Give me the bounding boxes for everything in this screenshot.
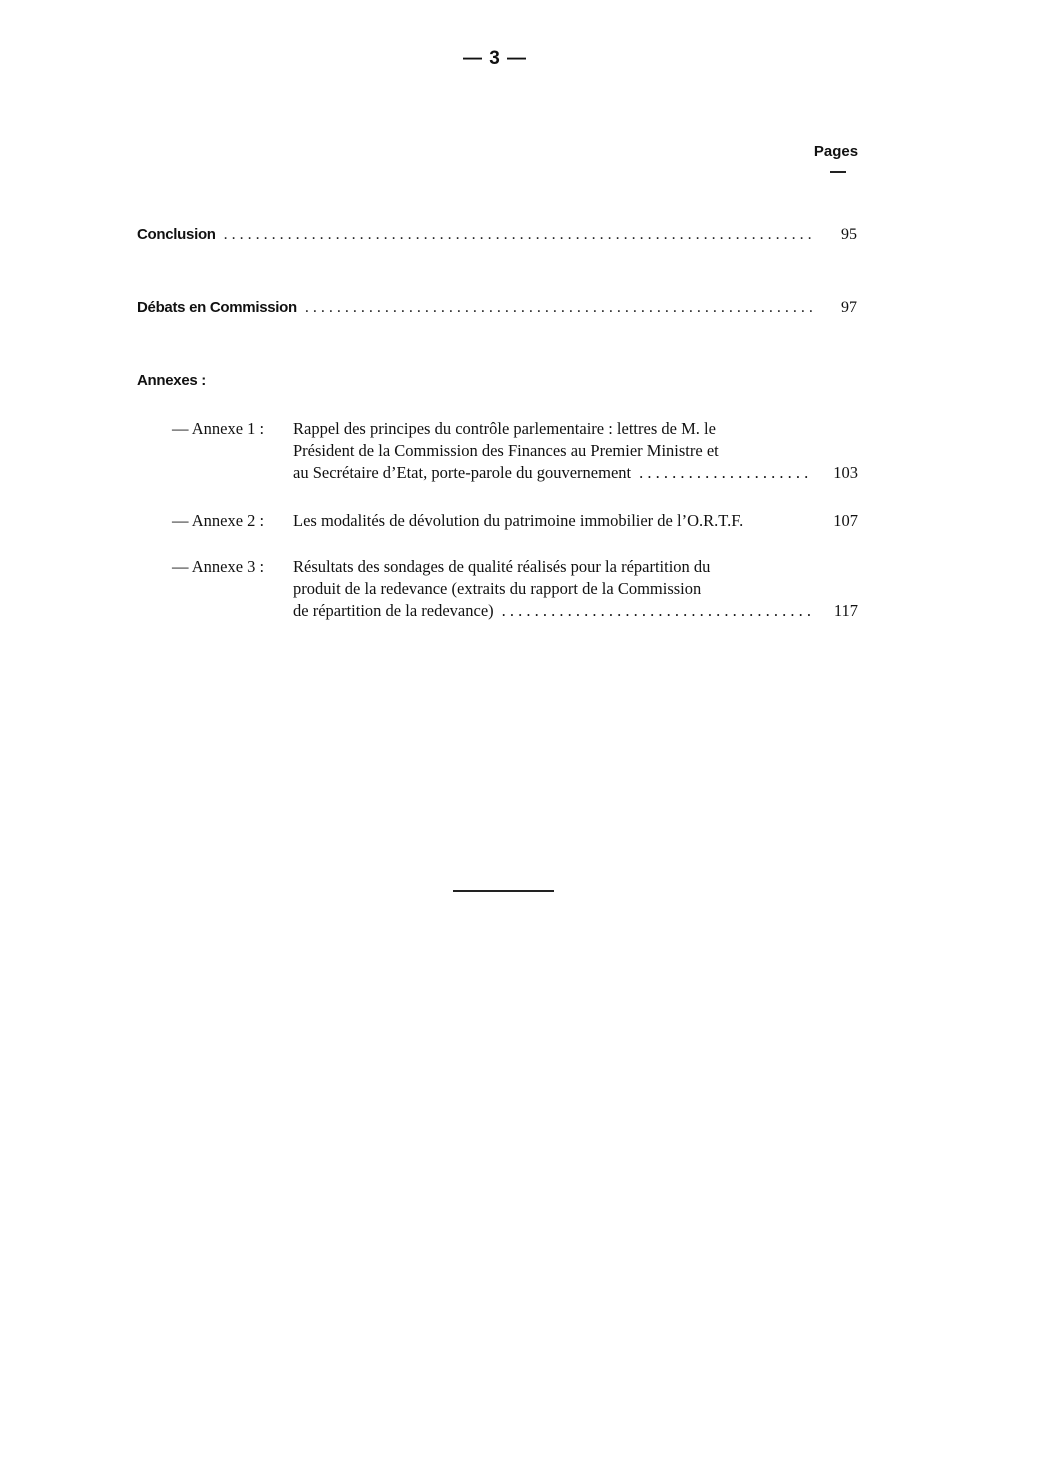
annex-line: Rappel des principes du contrôle parlementaire : lettres de M. le bbox=[293, 419, 716, 438]
toc-entry-page: 97 bbox=[841, 299, 857, 316]
annex-entry-2 bbox=[172, 510, 858, 534]
end-rule bbox=[453, 890, 554, 892]
pages-header-dash bbox=[830, 171, 846, 173]
page-number: — 3 — bbox=[462, 48, 528, 69]
pages-column-header: Pages bbox=[813, 143, 859, 160]
annex-description bbox=[293, 418, 813, 484]
annex-page: 117 bbox=[833, 601, 858, 620]
annex-last-line bbox=[293, 600, 813, 622]
annex-page: 103 bbox=[833, 463, 858, 482]
annex-line: produit de la redevance (extraits du rapport de la Commission bbox=[293, 579, 702, 598]
annex-entry-3 bbox=[172, 556, 858, 626]
annex-leader-dots bbox=[502, 600, 813, 622]
annex-description bbox=[293, 556, 813, 622]
toc-entry-debats bbox=[137, 299, 857, 317]
annex-line: Résultats des sondages de qualité réalisés pour la répartition du bbox=[293, 557, 711, 576]
annex-page: 107 bbox=[833, 511, 858, 530]
toc-entry-page: 95 bbox=[841, 226, 857, 243]
annex-label: — Annexe 1 : bbox=[172, 419, 265, 438]
annex-label: — Annexe 2 : bbox=[172, 511, 265, 530]
annex-last-line bbox=[293, 510, 813, 532]
toc-entry-label: Conclusion bbox=[137, 226, 216, 243]
annex-line: Président de la Commission des Finances au Premier Ministre et bbox=[293, 441, 719, 460]
annex-entry-1 bbox=[172, 418, 858, 488]
annex-description bbox=[293, 510, 813, 532]
toc-entry-conclusion bbox=[137, 226, 857, 244]
toc-leader-dots bbox=[305, 299, 813, 317]
annex-line: Les modalités de dévolution du patrimoine immobilier de l’O.R.T.F. bbox=[293, 511, 744, 530]
annexes-heading: Annexes : bbox=[137, 372, 206, 389]
annex-line: au Secrétaire d’Etat, porte-parole du gouvernement bbox=[293, 463, 632, 482]
annex-label: — Annexe 3 : bbox=[172, 557, 265, 576]
annex-line: de répartition de la redevance) bbox=[293, 601, 494, 620]
toc-leader-dots bbox=[224, 226, 813, 244]
annex-last-line bbox=[293, 462, 813, 484]
annex-leader-dots bbox=[639, 462, 813, 484]
toc-entry-label: Débats en Commission bbox=[137, 299, 297, 316]
